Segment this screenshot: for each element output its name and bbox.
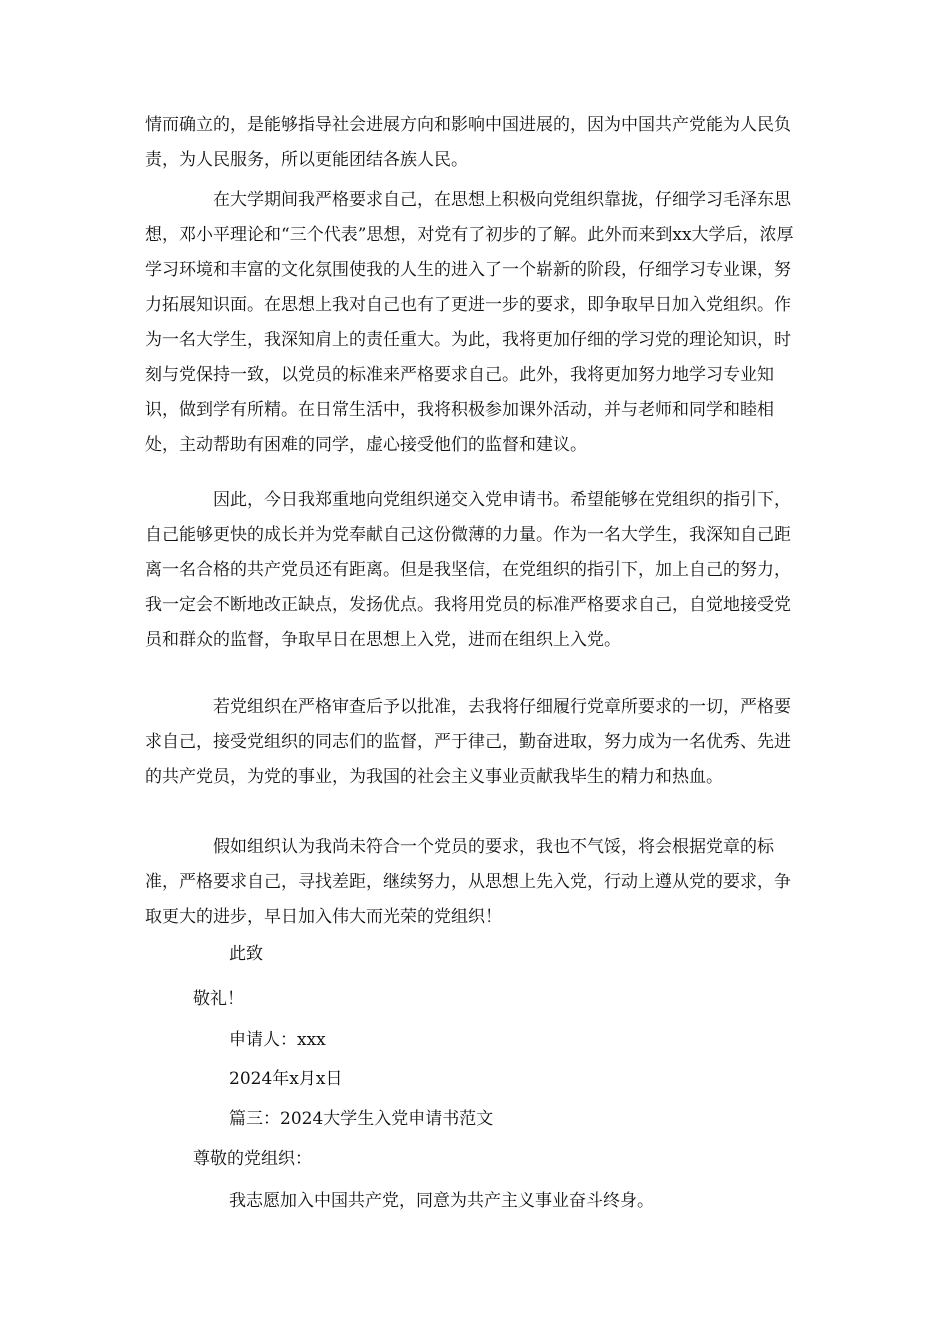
paragraph-application: 因此，今日我郑重地向党组织递交入党申请书。希望能够在党组织的指引下，自己能够更快的成长并为党奉献自己这份微薄的力量。作为一名大学生，我深知自己距离一名合格的共产党员还有距离。但是我坚信，在党组织的指引下，加上自己的努力，我一定会不断地改正缺点，发扬优点。我将用党员的标准严格要求自己，自觉地接受党员和群众的监督，争取早日在思想上入党，进而在组织上入党。 bbox=[145, 490, 791, 650]
paragraph-continuation: 情而确立的，是能够指导社会进展方向和影响中国进展的，因为中国共产党能为人民负责，为人民服务，所以更能团结各族人民。 bbox=[145, 115, 791, 170]
paragraph-if-not-approved: 假如组织认为我尚未符合一个党员的要求，我也不气馁，将会根据党章的标准，严格要求自己，寻找差距，继续努力，从思想上先入党，行动上遵从党的要求，争取更大的进步，早日加入伟大而光荣的党组织！ bbox=[145, 837, 791, 927]
paragraph-study: 在大学期间我严格要求自己，在思想上积极向党组织靠拢，仔细学习毛泽东思想，邓小平理论和“三个代表”思想，对党有了初步的了解。此外而来到xx大学后，浓厚学习环境和丰富的文化氛围使我的人生的进入了一个崭新的阶段，仔细学习专业课，努力拓展知识面。在思想上我对自己也有了更进一步的要求，即争取早日加入党组织。作为一名大学生，我深知肩上的责任重大。为此，我将更加仔细的学习党的理论知识，时刻与党保持一致，以党员的标准来严格要求自己。此外，我将更加努力地学习专业知识，做到学有所精。在日常生活中，我将积极参加课外活动，并与老师和同学和睦相处，主动帮助有困难的同学，虚心接受他们的监督和建议。 bbox=[145, 190, 794, 455]
date-line: 2024年x月x日 bbox=[229, 1069, 343, 1089]
salute-text: 敬礼！ bbox=[193, 989, 244, 1009]
applicant-line: 申请人：xxx bbox=[229, 1030, 326, 1050]
paragraph-commitment: 若党组织在严格审查后予以批准，去我将仔细履行党章所要求的一切，严格要求自己，接受党组织的同志们的监督，严于律己，勤奋进取，努力成为一名优秀、先进的共产党员，为党的事业，为我国的社会主义事业贡献我毕生的精力和热血。 bbox=[145, 697, 791, 787]
greeting-line: 尊敬的党组织： bbox=[193, 1149, 312, 1169]
final-line: 我志愿加入中国共产党，同意为共产主义事业奋斗终身。 bbox=[229, 1191, 654, 1211]
closing-text: 此致 bbox=[229, 944, 263, 964]
section-title: 篇三：2024大学生入党申请书范文 bbox=[229, 1109, 494, 1129]
